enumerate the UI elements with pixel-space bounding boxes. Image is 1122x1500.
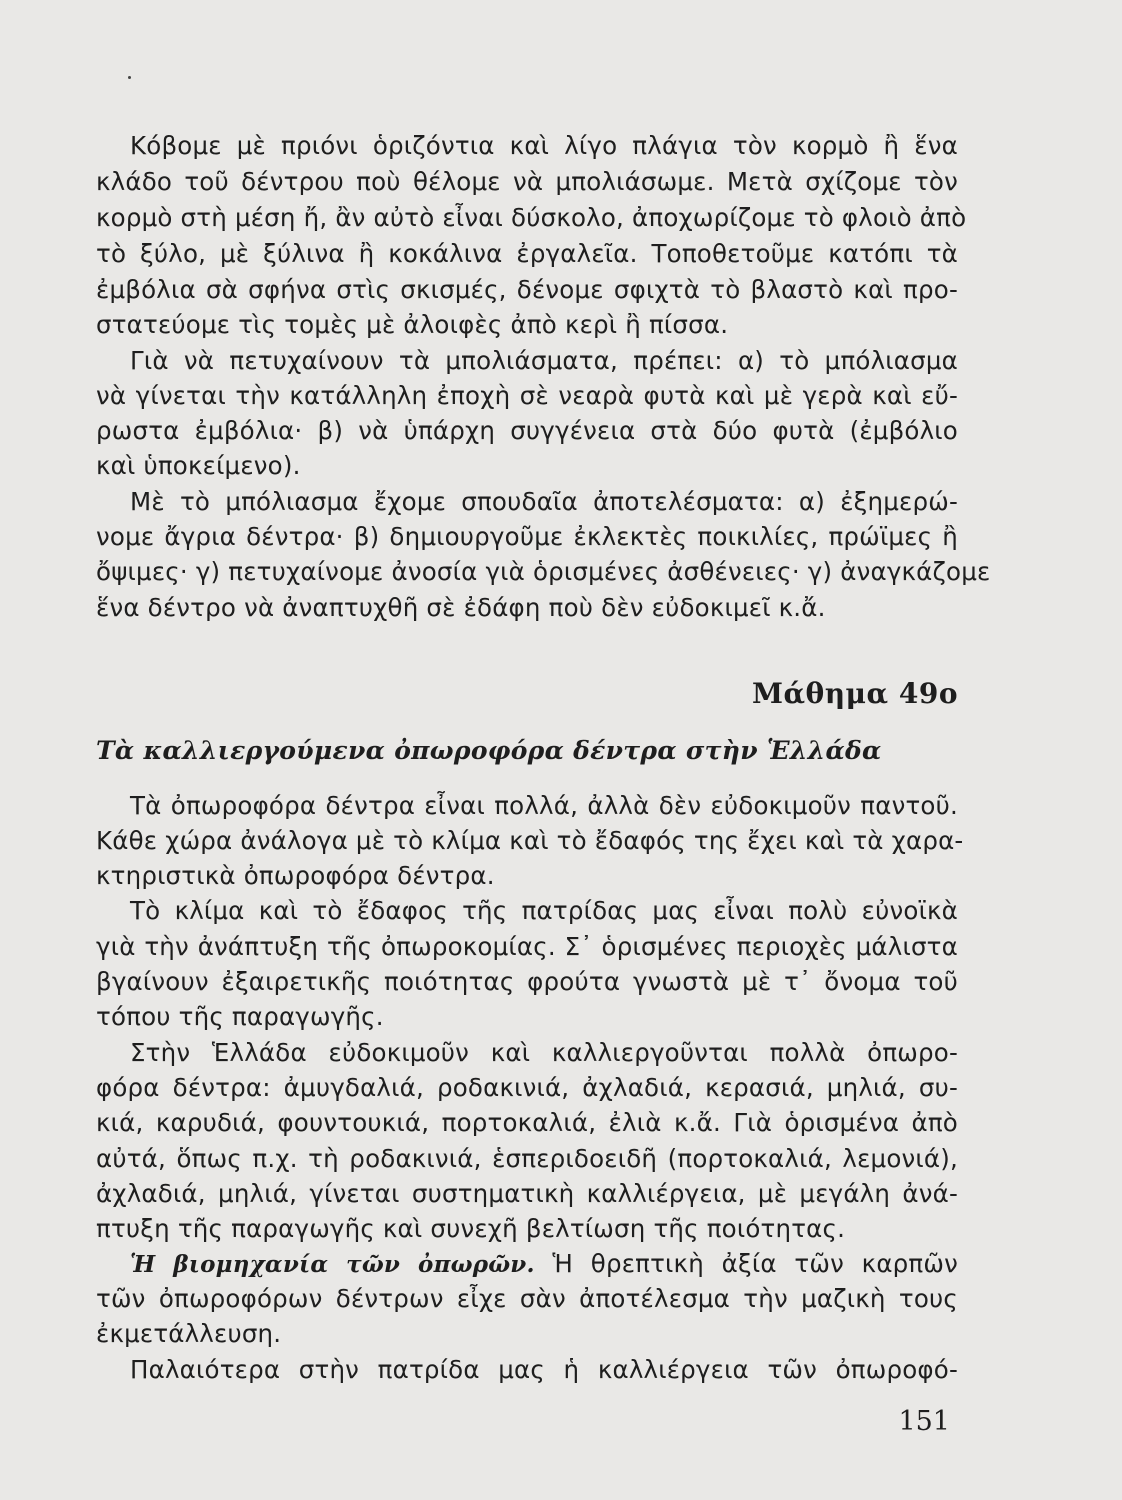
page-number: 151 <box>898 1406 950 1437</box>
paragraph-1-line-5: ἐμβόλια σὰ σφήνα στὶς σκισμές, δένομε σφιχτὰ τὸ βλαστὸ καὶ προ- <box>96 275 958 304</box>
paragraph-2-line-1: Γιὰ νὰ πετυχαίνουν τὰ μπολιάσματα, πρέπει: α) τὸ μπόλιασμα <box>130 346 958 375</box>
paragraph-7-line-3: ἐκμετάλλευση. <box>96 1319 282 1348</box>
paragraph-4-line-1: Τὰ ὀπωροφόρα δέντρα εἶναι πολλά, ἀλλὰ δὲν εὐδοκιμοῦν παντοῦ. <box>130 791 958 820</box>
paragraph-5-line-4: τόπου τῆς παραγωγῆς. <box>96 1002 384 1031</box>
paragraph-6-line-2: φόρα δέντρα: ἀμυγδαλιά, ροδακινιά, ἀχλαδιά, κερασιά, μηλιά, συ- <box>96 1073 958 1102</box>
paragraph-6-line-4: αὐτά, ὅπως π.χ. τὴ ροδακινιά, ἑσπεριδοειδῆ (πορτοκαλιά, λεμονιά), <box>96 1144 958 1173</box>
lesson-heading: Μάθημα 49ο <box>751 677 958 710</box>
paragraph-2-line-2: νὰ γίνεται τὴν κατάλληλη ἐποχὴ σὲ νεαρὰ φυτὰ καὶ μὲ γερὰ καὶ εὔ- <box>96 381 958 410</box>
paragraph-5-line-2: γιὰ τὴν ἀνάπτυξη τῆς ὀπωροκομίας. Σ᾿ ὁρισμένες περιοχὲς μάλιστα <box>96 932 958 961</box>
paragraph-7-line-1 <box>130 1246 958 1283</box>
paragraph-3-line-3: ὄψιμες· γ) πετυχαίνομε ἀνοσία γιὰ ὁρισμένες ἀσθένειες· γ) ἀναγκάζομε <box>96 557 991 586</box>
paragraph-5-line-1: Τὸ κλίμα καὶ τὸ ἔδαφος τῆς πατρίδας μας εἶναι πολὺ εὐνοϊκὰ <box>130 896 958 925</box>
paragraph-5-line-3: βγαίνουν ἐξαιρετικῆς ποιότητας φρούτα γνωστὰ μὲ τ᾿ ὄνομα τοῦ <box>96 967 958 996</box>
paragraph-3-line-4: ἕνα δέντρο νὰ ἀναπτυχθῆ σὲ ἐδάφη ποὺ δὲν εὐδοκιμεῖ κ.ἄ. <box>96 593 826 622</box>
paragraph-4-line-2: Κάθε χώρα ἀνάλογα μὲ τὸ κλίμα καὶ τὸ ἔδαφός της ἔχει καὶ τὰ χαρα- <box>96 826 964 855</box>
paragraph-1-line-2: κλάδο τοῦ δέντρου ποὺ θέλομε νὰ μπολιάσωμε. Μετὰ σχίζομε τὸν <box>96 167 958 196</box>
lesson-title: Τὰ καλλιεργούμενα ὀπωροφόρα δέντρα στὴν Ἑλλάδα <box>96 736 882 765</box>
paragraph-7-run-in-title: Ἡ βιομηχανία τῶν ὀπωρῶν. <box>130 1251 535 1278</box>
paragraph-8-line-1: Παλαιότερα στὴν πατρίδα μας ἡ καλλιέργεια τῶν ὀπωροφό- <box>130 1355 958 1384</box>
paragraph-6-line-6: πτυξη τῆς παραγωγῆς καὶ συνεχῆ βελτίωση τῆς ποιότητας. <box>96 1214 846 1243</box>
paragraph-2-line-3: ρωστα ἐμβόλια· β) νὰ ὑπάρχη συγγένεια στὰ δύο φυτὰ (ἐμβόλιο <box>96 416 958 445</box>
paragraph-1-line-1: Κόβομε μὲ πριόνι ὁριζόντια καὶ λίγο πλάγια τὸν κορμὸ ἢ ἕνα <box>130 131 958 160</box>
paragraph-3-line-2: νομε ἄγρια δέντρα· β) δημιουργοῦμε ἐκλεκτὲς ποικιλίες, πρώϊμες ἢ <box>96 522 958 551</box>
paragraph-6-line-3: κιά, καρυδιά, φουντουκιά, πορτοκαλιά, ἐλιὰ κ.ἄ. Γιὰ ὁρισμένα ἀπὸ <box>96 1108 958 1137</box>
paragraph-6-line-1: Στὴν Ἑλλάδα εὐδοκιμοῦν καὶ καλλιεργοῦνται πολλὰ ὀπωρο- <box>130 1038 958 1067</box>
paragraph-3-line-1: Μὲ τὸ μπόλιασμα ἔχομε σπουδαῖα ἀποτελέσματα: α) ἐξημερώ- <box>130 487 958 516</box>
paragraph-1-line-6: στατεύομε τὶς τομὲς μὲ ἀλοιφὲς ἀπὸ κερὶ ἢ πίσσα. <box>96 310 729 339</box>
paragraph-7-line-1-text: Ἡ θρεπτικὴ ἀξία τῶν καρπῶν <box>552 1249 958 1278</box>
paragraph-4-line-3: κτηριστικὰ ὀπωροφόρα δέντρα. <box>96 861 495 890</box>
paragraph-2-line-4: καὶ ὑποκείμενο). <box>96 451 301 480</box>
scan-speck <box>128 76 131 79</box>
paragraph-6-line-5: ἀχλαδιά, μηλιά, γίνεται συστηματικὴ καλλιέργεια, μὲ μεγάλη ἀνά- <box>96 1179 958 1208</box>
paragraph-1-line-3: κορμὸ στὴ μέση ἤ, ἂν αὐτὸ εἶναι δύσκολο, ἀποχωρίζομε τὸ φλοιὸ ἀπὸ <box>96 203 967 232</box>
paragraph-1-line-4: τὸ ξύλο, μὲ ξύλινα ἢ κοκάλινα ἐργαλεῖα. Τοποθετοῦμε κατόπι τὰ <box>96 239 958 268</box>
paragraph-7-line-2: τῶν ὀπωροφόρων δέντρων εἶχε σὰν ἀποτέλεσμα τὴν μαζικὴ τους <box>96 1284 958 1313</box>
